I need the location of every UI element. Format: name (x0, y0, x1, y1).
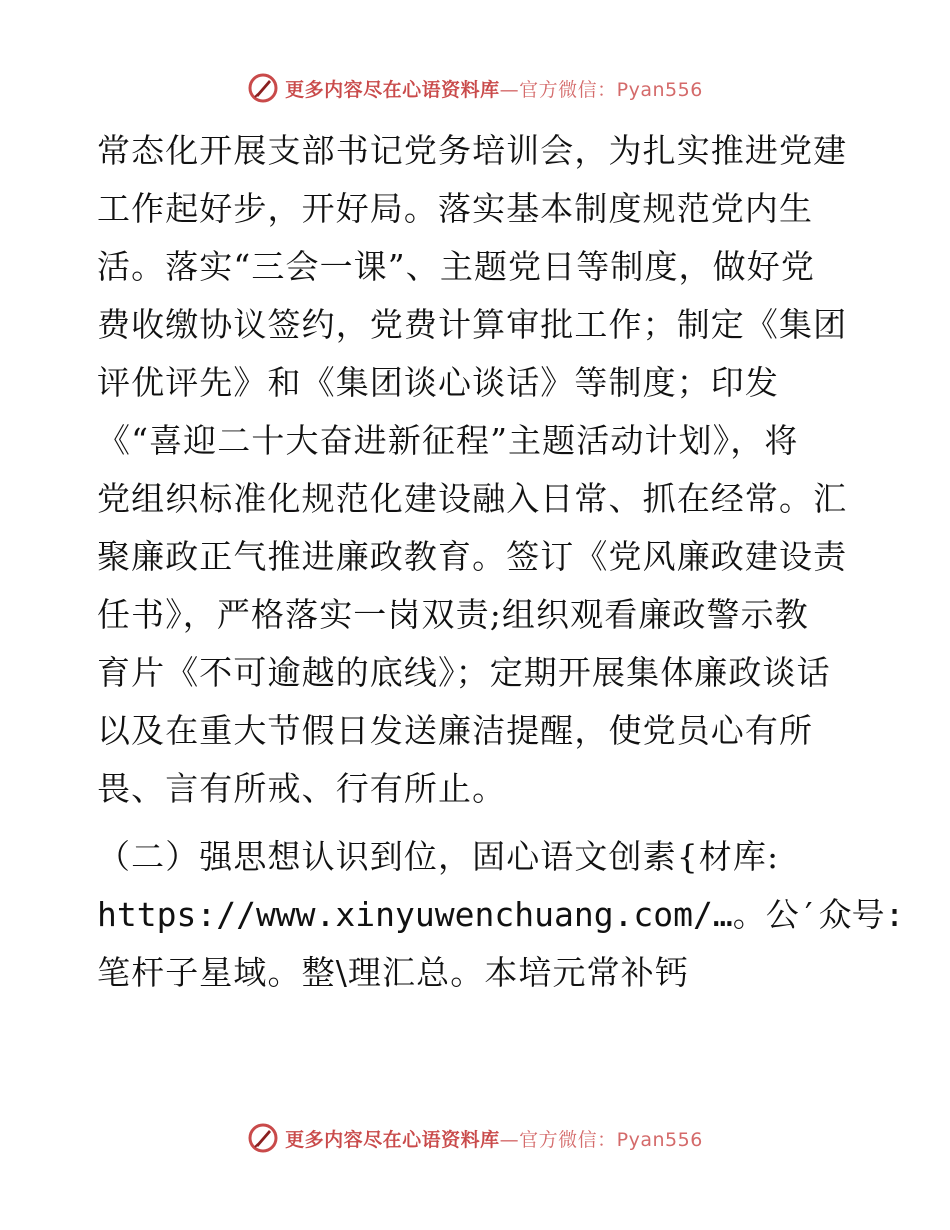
quill-logo-icon (247, 1122, 279, 1154)
body-line: 工作起好步，开好局。落实基本制度规范党内生 (97, 189, 814, 228)
body-line: 《“喜迎二十大奋进新征程”主题活动计划》，将 (97, 421, 799, 460)
body-line: 畏、言有所戒、行有所止。 (97, 769, 507, 808)
body-line: 育片《不可逾越的底线》；定期开展集体廉政谈话 (97, 653, 831, 692)
section-url-line: https://www.xinyuwenchuang.com/…。公′众号: (97, 895, 905, 934)
body-line: 党组织标准化规范化建设融入日常、抓在经常。汇 (97, 479, 848, 518)
body-line: 聚廉政正气推进廉政教育。签订《党风廉政建设责 (97, 537, 848, 576)
body-line: 以及在重大节假日发送廉洁提醒，使党员心有所 (97, 711, 814, 750)
quill-logo-icon (247, 72, 279, 104)
body-line: 评优评先》和《集团谈心谈话》等制度；印发 (97, 363, 779, 402)
footer-watermark (0, 1122, 950, 1154)
header-watermark (0, 72, 950, 104)
watermark-text: 更多内容尽在心语资料库—官方微信：Pyan556 (285, 78, 703, 101)
section-heading-line: （二）强思想认识到位，固心语文创素{材库: (97, 837, 780, 876)
section-line: 笔杆子星域。整\理汇总。本培元常补钙 (97, 953, 689, 992)
watermark-text: 更多内容尽在心语资料库—官方微信：Pyan556 (285, 1128, 703, 1151)
body-line: 常态化开展支部书记党务培训会，为扎实推进党建 (97, 131, 848, 170)
body-line: 费收缴协议签约，党费计算审批工作；制定《集团 (97, 305, 848, 344)
body-line: 活。落实“三会一课”、主题党日等制度，做好党 (97, 247, 815, 286)
body-line: 任书》，严格落实一岗双责;组织观看廉政警示教 (97, 595, 809, 634)
document-body (97, 122, 905, 1002)
